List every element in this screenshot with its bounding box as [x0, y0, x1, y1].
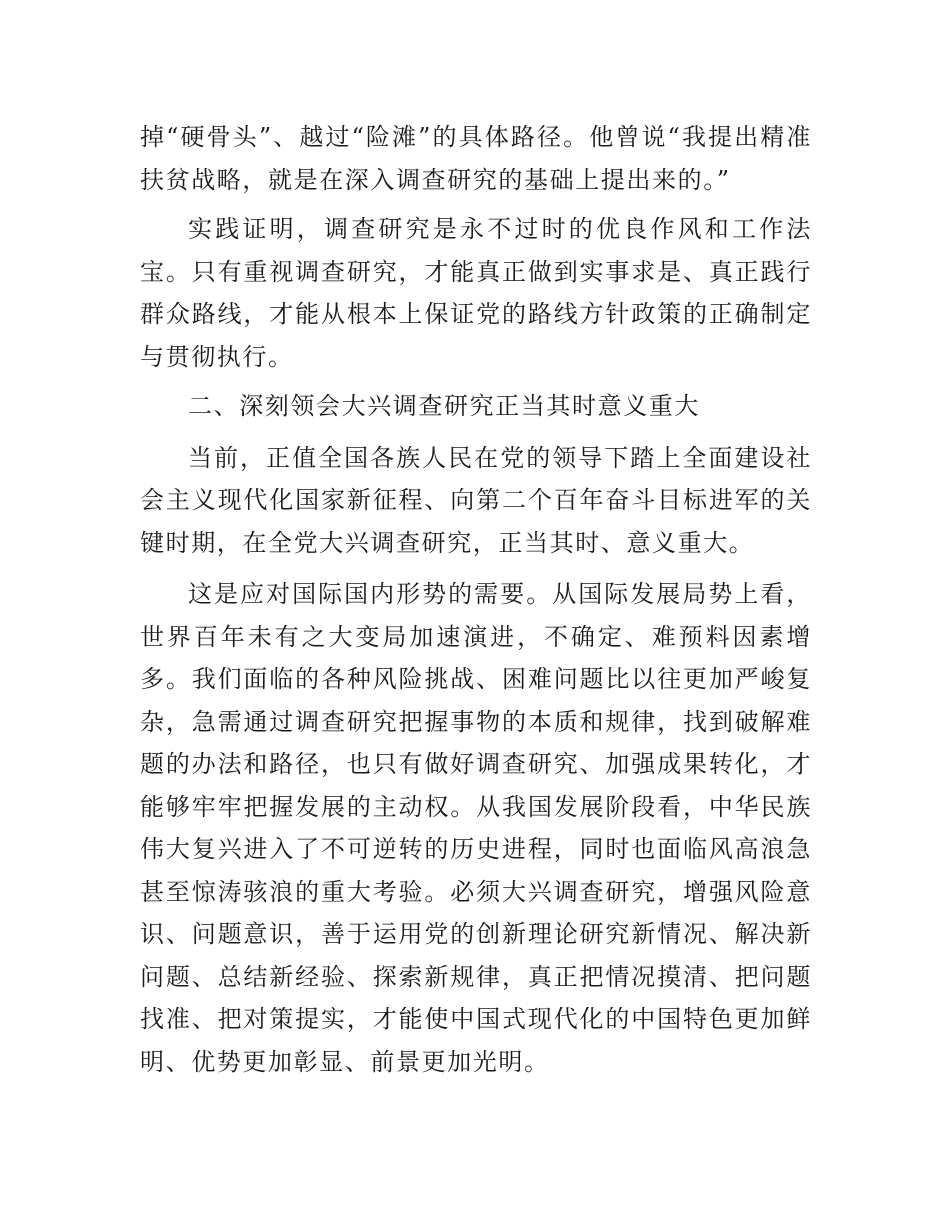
paragraph-continuation: 掉“硬骨头”、越过“险滩”的具体路径。他曾说“我提出精准扶贫战略，就是在深入调查研究的基础上提出来的。” [140, 123, 812, 194]
paragraph-practice-proves: 实践证明，调查研究是永不过时的优良作风和工作法宝。只有重视调查研究，才能真正做到实事求是、真正践行群众路线，才能从根本上保证党的路线方针政策的正确制定与贯彻执行。 [140, 215, 812, 371]
section-heading: 二、深刻领会大兴调查研究正当其时意义重大 [188, 392, 700, 420]
paragraph-situation-needs: 这是应对国际国内形势的需要。从国际发展局势上看，世界百年未有之大变局加速演进，不确定、难预料因素增多。我们面临的各种风险挑战、困难问题比以往更加严峻复杂，急需通过调查研究把握事物的本质和规律，找到破解难题的办法和路径，也只有做好调查研究、加强成果转化，才能够牢牢把握发展的主动权。从我国发展阶段看，中华民族伟大复兴进入了不可逆转的历史进程，同时也面临风高浪急甚至惊涛骇浪的重大考验。必须大兴调查研究，增强风险意识、问题意识，善于运用党的创新理论研究新情况、解决新问题、总结新经验、探索新规律，真正把情况摸清、把问题找准、把对策提实，才能使中国式现代化的中国特色更加鲜明、优势更加彰显、前景更加光明。 [140, 580, 812, 1076]
paragraph-current-period: 当前，正值全国各族人民在党的领导下踏上全面建设社会主义现代化国家新征程、向第二个百年奋斗目标进军的关键时期，在全党大兴调查研究，正当其时、意义重大。 [140, 443, 812, 557]
document-body [140, 116, 812, 1083]
